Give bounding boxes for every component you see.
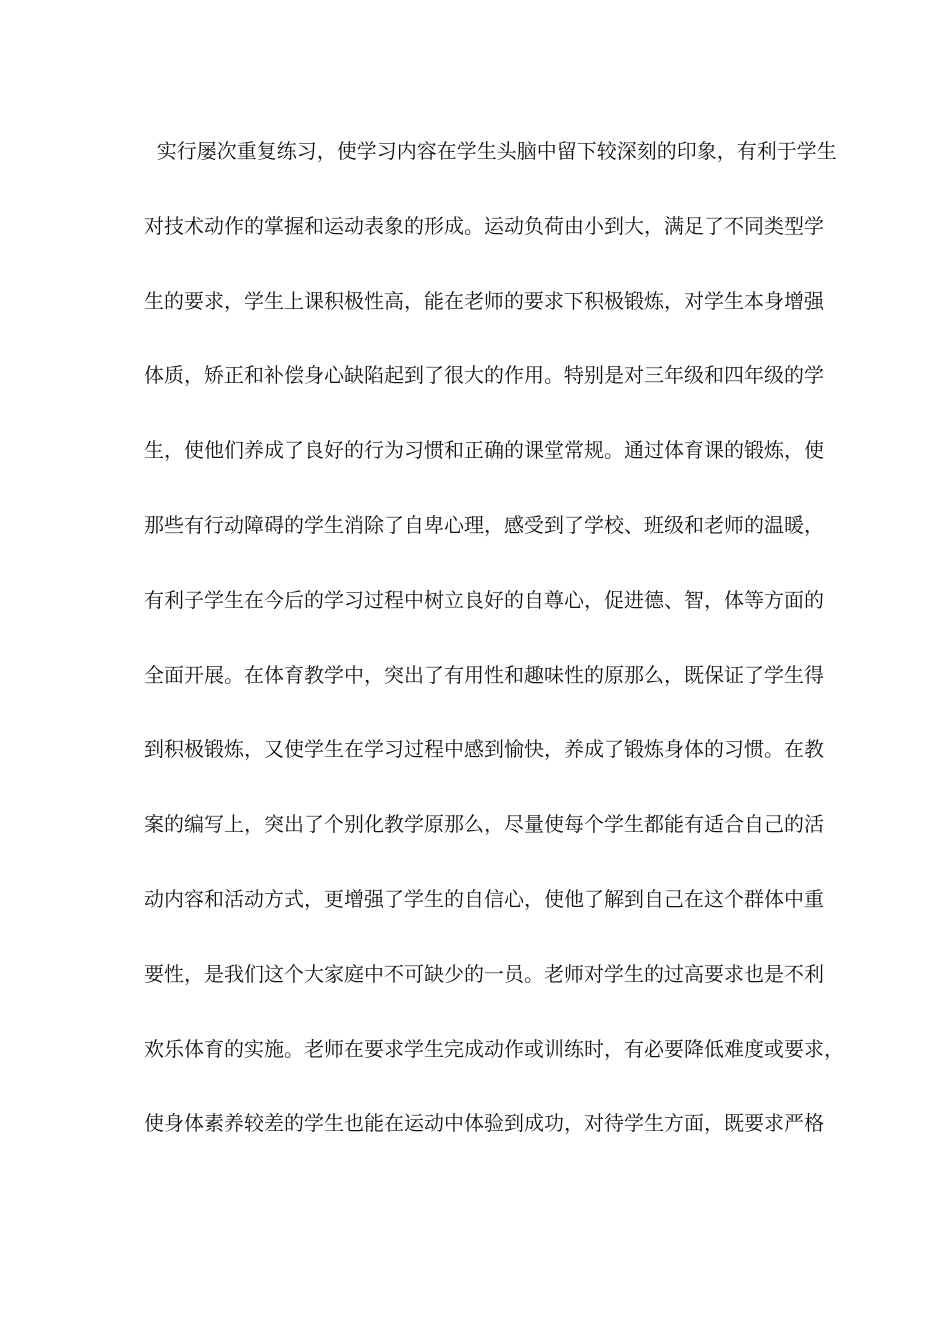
text-line: 实行屡次重复练习，使学习内容在学生头脑中留下较深刻的印象，有利于学生 xyxy=(144,139,837,163)
text-line: 使身体素养较差的学生也能在运动中体验到成功，对待学生方面，既要求严格 xyxy=(144,1111,824,1136)
text-line: 那些有行动障碍的学生消除了自卑心理，感受到了学校、班级和老师的温暖， xyxy=(144,512,824,537)
text-line: 体质，矫正和补偿身心缺陷起到了很大的作用。特别是对三年级和四年级的学 xyxy=(144,363,824,388)
text-line: 动内容和活动方式，更增强了学生的自信心，使他了解到自己在这个群体中重 xyxy=(144,886,824,911)
text-line: 有利子学生在今后的学习过程中树立良好的自尊心，促进德、智，体等方面的 xyxy=(144,587,824,612)
body-paragraph xyxy=(144,136,844,1183)
text-line: 要性，是我们这个大家庭中不可缺少的一员。老师对学生的过高要求也是不利 xyxy=(144,961,824,986)
text-line: 欢乐体育的实施。老师在要求学生完成动作或训练时，有必要降低难度或要求， xyxy=(144,1036,844,1061)
text-line: 到积极锻炼，又使学生在学习过程中感到愉快，养成了锻炼身体的习惯。在教 xyxy=(144,737,824,762)
text-line: 案的编写上，突出了个别化教学原那么，尽量使每个学生都能有适合自己的活 xyxy=(144,812,824,837)
text-line: 生的要求，学生上课积极性高，能在老师的要求下积极锻炼，对学生本身增强 xyxy=(144,288,824,313)
text-line: 生，使他们养成了良好的行为习惯和正确的课堂常规。通过体育课的锻炼，使 xyxy=(144,438,824,463)
text-line: 对技术动作的掌握和运动表象的形成。运动负荷由小到大，满足了不同类型学 xyxy=(144,213,824,238)
text-line: 全面开展。在体育教学中，突出了有用性和趣味性的原那么，既保证了学生得 xyxy=(144,662,824,687)
